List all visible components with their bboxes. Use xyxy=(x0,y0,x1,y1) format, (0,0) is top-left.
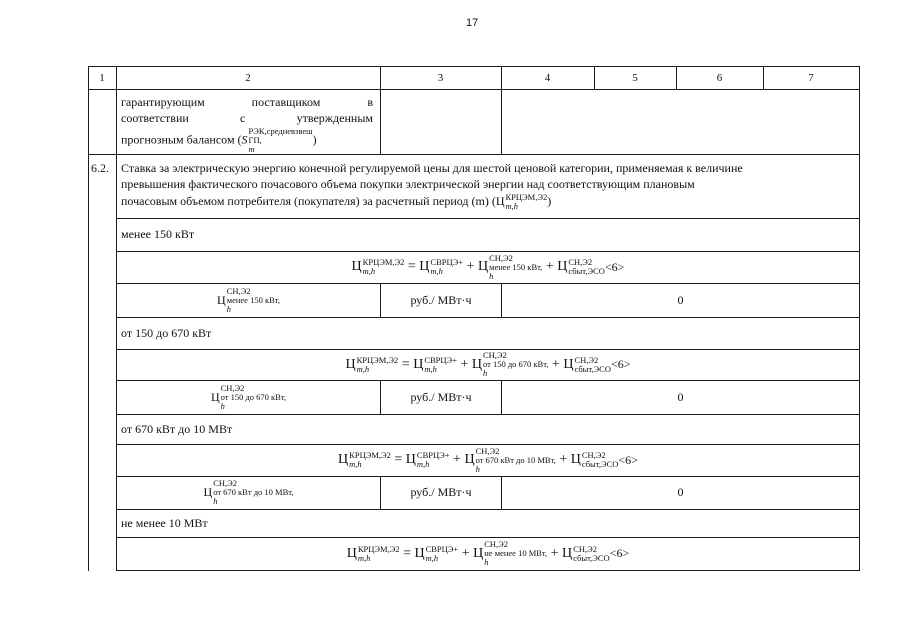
section-number: 6.2. xyxy=(91,161,109,175)
value-2: 0 xyxy=(677,389,684,404)
rate-symbol-3: Ц СН,Э2 от 670 кВт до 10 МВт, h xyxy=(203,478,294,506)
rate-symbol-1: Ц СН,Э2 менее 150 кВт, h xyxy=(217,285,280,314)
rule-row-1 xyxy=(116,317,860,318)
section-text-line-3: почасовым объемом потребителя (покупателя) за расчетный период (m) (Ц КРЦЭМ,Э2 m,h ) xyxy=(121,192,552,211)
rule-right xyxy=(859,66,860,571)
group-label-1: менее 150 кВт xyxy=(121,227,195,241)
rule-left xyxy=(88,66,89,571)
page-number: 17 xyxy=(466,17,479,29)
continuation-line-1: гарантирующим поставщиком в xyxy=(121,95,373,109)
unit-2: руб./ МВт·ч xyxy=(410,389,472,404)
header-col-3: 3 xyxy=(437,71,444,84)
header-col-1: 1 xyxy=(99,71,105,84)
rule-header xyxy=(88,89,860,90)
header-col-6: 6 xyxy=(716,71,723,84)
header-col-4: 4 xyxy=(544,71,551,84)
group-label-2: от 150 до 670 кВт xyxy=(121,325,212,340)
formula-3: Ц КРЦЭМ,Э2 m,h = Ц СВРЦЭ+ m,h + Ц СН,Э2 от 670 кВт до 10 МВт, h + Ц СН,Э2 сбыт,ЭСО <6> xyxy=(338,445,638,474)
formula-4: Ц КРЦЭМ,Э2 m,h = Ц СВРЦЭ+ m,h + Ц СН,Э2 не менее 10 МВт, h + Ц СН,Э2 сбыт,ЭСО <6> xyxy=(346,539,630,567)
header-col-2: 2 xyxy=(245,71,251,84)
section-text-line-2: превышения фактического почасового объема покупки электрической энергии над соответствующим плановым xyxy=(121,177,695,191)
value-3: 0 xyxy=(677,485,684,499)
group-label-3: от 670 кВт до 10 МВт xyxy=(121,421,233,436)
continuation-line-2: соответствии с утвержденным xyxy=(121,111,373,125)
formula-1: Ц КРЦЭМ,Э2 m,h = Ц СВРЦЭ+ m,h + Ц СН,Э2 менее 150 кВт, h + Ц СН,Э2 сбыт,ЭСО <6> xyxy=(351,252,625,281)
rule-row-3 xyxy=(116,509,860,510)
rule-bottom xyxy=(116,570,860,571)
unit-3: руб./ МВт·ч xyxy=(410,485,472,499)
rule-continuation xyxy=(88,154,860,155)
section-text-line-1: Ставка за электрическую энергию конечной регулируемой цены для шестой ценовой категории, применяемая к величине xyxy=(121,161,743,175)
group-label-4: не менее 10 МВт xyxy=(121,515,208,530)
tariff-table xyxy=(88,66,860,571)
continuation-line-3: прогнозным балансом (S РЭК,средневзвеш ГП, m ) xyxy=(121,126,317,154)
value-1: 0 xyxy=(677,292,684,307)
formula-2: Ц КРЦЭМ,Э2 m,h = Ц СВРЦЭ+ m,h + Ц СН,Э2 от 150 до 670 кВт, h + Ц СН,Э2 сбыт,ЭСО <6> xyxy=(345,350,631,378)
rate-symbol-2: Ц СН,Э2 от 150 до 670 кВт, h xyxy=(210,382,287,411)
header-col-5: 5 xyxy=(632,71,638,84)
header-col-7: 7 xyxy=(808,71,814,84)
unit-1: руб./ МВт·ч xyxy=(410,292,472,307)
rule-section xyxy=(116,218,860,219)
